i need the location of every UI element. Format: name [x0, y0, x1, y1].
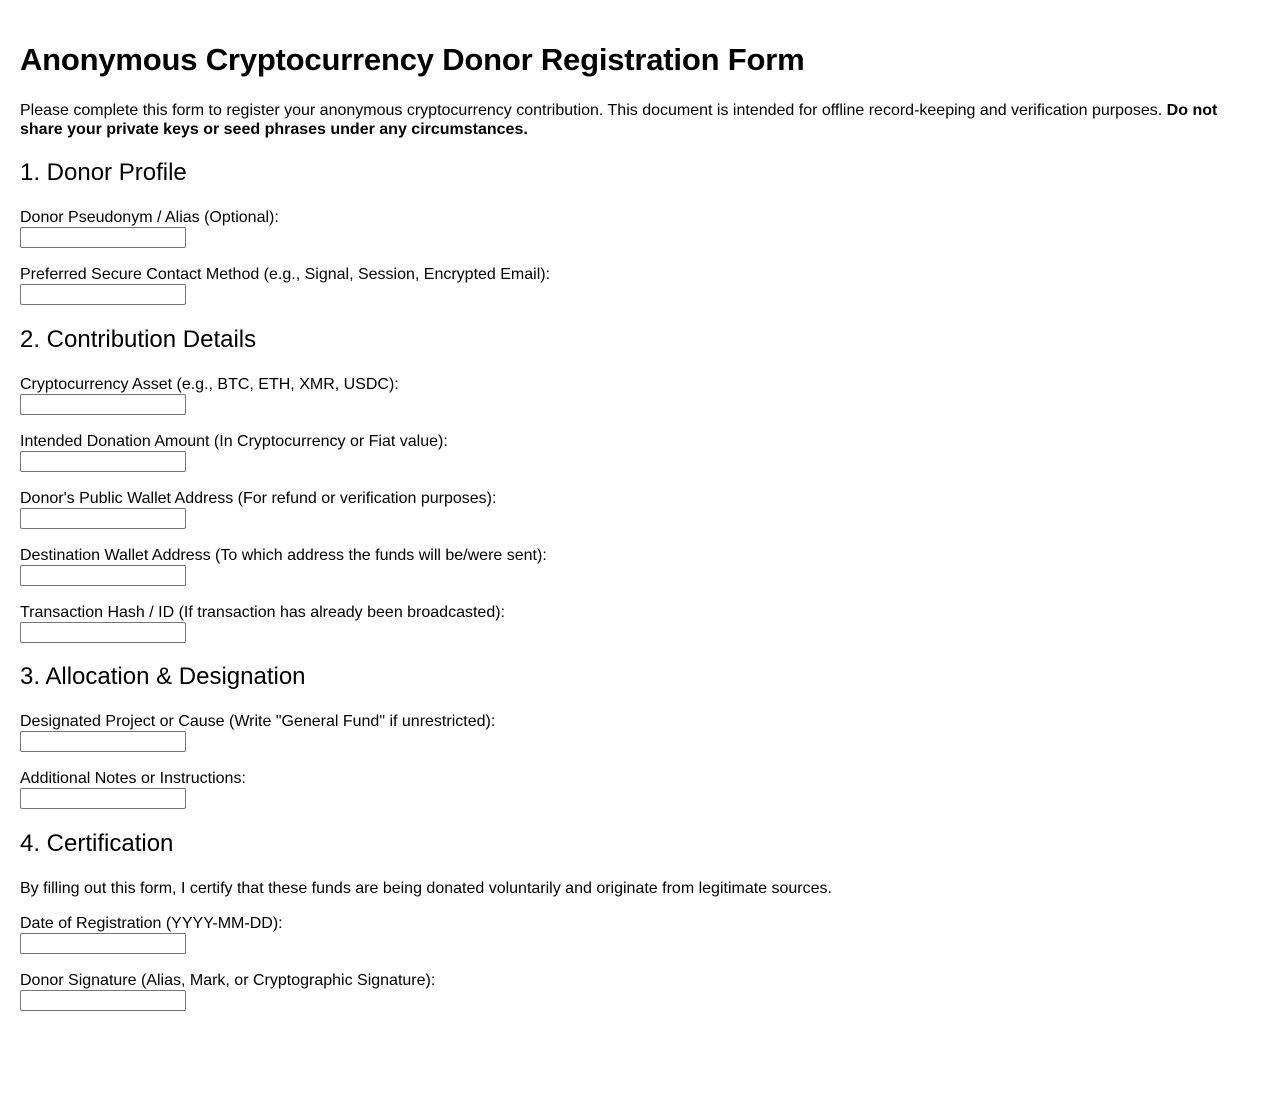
- destination-wallet-label: Destination Wallet Address (To which address the funds will be/were sent):: [20, 547, 547, 564]
- public-wallet-input[interactable]: [20, 508, 186, 529]
- destination-wallet-input[interactable]: [20, 565, 186, 586]
- donation-amount-label: Intended Donation Amount (In Cryptocurrency or Fiat value):: [20, 433, 448, 450]
- donor-alias-label: Donor Pseudonym / Alias (Optional):: [20, 209, 279, 226]
- public-wallet-label: Donor's Public Wallet Address (For refund or verification purposes):: [20, 490, 497, 507]
- donor-signature-input[interactable]: [20, 990, 186, 1011]
- intro-text: Please complete this form to register your anonymous cryptocurrency contribution. This document is intended for offline record-keeping and verification purposes.: [20, 102, 1167, 119]
- designated-project-input[interactable]: [20, 731, 186, 752]
- transaction-hash-input[interactable]: [20, 622, 186, 643]
- page-title: Anonymous Cryptocurrency Donor Registration Form: [20, 42, 805, 77]
- contact-method-input[interactable]: [20, 284, 186, 305]
- intro-warning: Do not share your private keys or seed phrases under any circumstances.: [20, 102, 1218, 138]
- crypto-asset-input[interactable]: [20, 394, 186, 415]
- donor-alias-input[interactable]: [20, 227, 186, 248]
- contact-method-label: Preferred Secure Contact Method (e.g., Signal, Session, Encrypted Email):: [20, 266, 551, 283]
- section-title-donor-profile: 1. Donor Profile: [20, 159, 187, 186]
- donor-signature-label: Donor Signature (Alias, Mark, or Cryptographic Signature):: [20, 972, 436, 989]
- donation-amount-input[interactable]: [20, 451, 186, 472]
- intro-paragraph: [20, 101, 1235, 139]
- registration-date-input[interactable]: [20, 933, 186, 954]
- section-title-contribution-details: 2. Contribution Details: [20, 326, 257, 353]
- additional-notes-input[interactable]: [20, 788, 186, 809]
- crypto-asset-label: Cryptocurrency Asset (e.g., BTC, ETH, XMR, USDC):: [20, 376, 399, 393]
- additional-notes-label: Additional Notes or Instructions:: [20, 770, 246, 787]
- transaction-hash-label: Transaction Hash / ID (If transaction has already been broadcasted):: [20, 604, 505, 621]
- section-title-allocation: 3. Allocation & Designation: [20, 663, 306, 690]
- section-title-certification: 4. Certification: [20, 830, 174, 857]
- certification-statement: By filling out this form, I certify that these funds are being donated voluntarily and originate from legitimate sources.: [20, 880, 832, 897]
- designated-project-label: Designated Project or Cause (Write "General Fund" if unrestricted):: [20, 713, 496, 730]
- registration-date-label: Date of Registration (YYYY-MM-DD):: [20, 915, 283, 932]
